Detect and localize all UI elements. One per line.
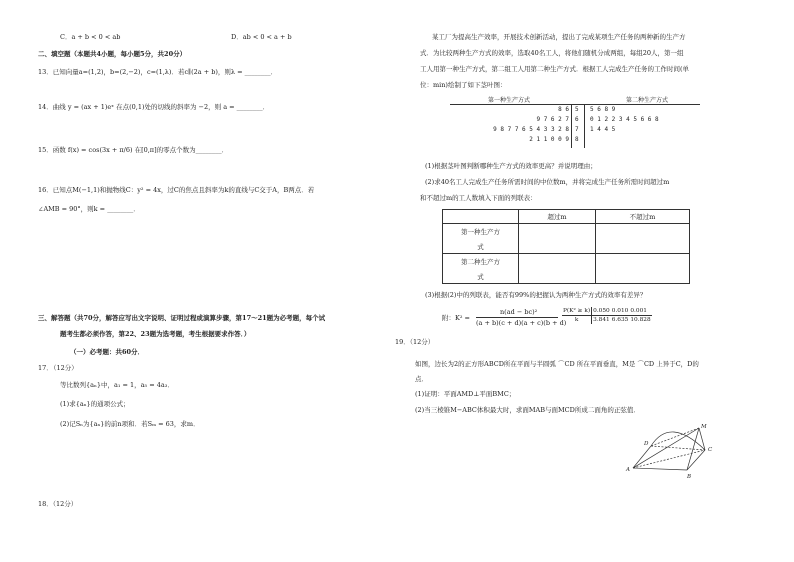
formula-numerator: n(ad − bc)² — [500, 308, 538, 316]
left-column — [38, 0, 390, 562]
formula-denominator: (a + b)(c + d)(a + c)(b + d) — [476, 319, 567, 327]
crit-label-k: k — [562, 316, 592, 325]
right-column — [395, 0, 780, 562]
label-a: A — [626, 467, 630, 473]
crit-k-3: 10.828 — [630, 317, 651, 323]
crit-k-1: 3.841 — [593, 317, 610, 323]
stem-leaf-right-title: 第二种生产方式 — [626, 97, 669, 104]
question-17-number: 17． — [38, 364, 53, 372]
section3-line2: 题考生都必须作答，第22、23题为选考题，考生根据要求作答．） — [60, 330, 251, 338]
question-18-header: 18．（12分） — [38, 500, 78, 508]
leaf-left-row-4: 2 1 1 0 0 9 — [529, 136, 569, 143]
required-header: （一）必考题：共60分． — [70, 348, 145, 356]
contingency-cell-r1c2 — [596, 224, 690, 254]
formula-fraction-bar — [476, 317, 558, 318]
question-16-line1: 16．已知点M(−1,1)和抛物线C：y² = 4x，过C的焦点且斜率为k的直线与C交于A，B两点．若 — [38, 186, 315, 194]
geometry-figure — [625, 420, 745, 482]
stem-leaf-left-title: 第一种生产方式 — [488, 97, 531, 104]
contingency-cell-r2c2 — [596, 254, 690, 284]
stem-leaf-plot — [450, 95, 740, 151]
q18-intro-line3: 工人用第一种生产方式，第二组工人用第二种生产方式．根据工人完成生产任务的工作时间(单 — [420, 65, 690, 73]
question-17-stem: 等比数列{aₙ}中，a₁ = 1，a₅ = 4a₃． — [60, 381, 174, 389]
question-16-line2: ∠AMB = 90°，则k = ________． — [38, 205, 140, 213]
label-m: M — [701, 424, 707, 430]
question-19-header: 19．（12分） — [395, 338, 435, 346]
stem-row-2: 6 — [575, 116, 579, 123]
contingency-row2-label — [443, 254, 519, 284]
crit-p-2: 0.010 — [611, 308, 629, 314]
contingency-cell-r1c1 — [519, 224, 596, 254]
question-19-line2: 点． — [415, 375, 428, 383]
question-13: 13．已知向量a=(1,2)，b=(2,−2)，c=(1,λ)．若c∥(2a + b)，则λ = ________． — [38, 68, 278, 76]
question-15: 15．函数 f(x) = cos(3x + π/6) 在[0,π]的零点个数为________． — [38, 146, 229, 154]
edge-dc — [651, 446, 705, 450]
leaf-left-row-2: 9 7 6 2 7 — [536, 116, 569, 123]
leaf-left-row-3: 9 8 7 7 6 5 4 3 3 2 8 — [493, 126, 569, 133]
stem-row-4: 8 — [575, 136, 579, 143]
label-d: D — [644, 441, 649, 447]
stem-row-1: 5 — [575, 106, 579, 113]
question-19-part2: (2)当三棱锥M−ABC体积最大时，求面MAB与面MCD所成二面角的正弦值． — [415, 406, 640, 414]
edge-ab — [633, 468, 687, 470]
stem-row-3: 7 — [575, 126, 579, 133]
question-17-score: （12分） — [50, 364, 78, 372]
contingency-row1-label — [443, 224, 519, 254]
leaf-right-row-2: 0 1 2 2 3 4 5 6 6 8 — [590, 116, 659, 123]
question-19-line1: 如图，边长为2的正方形ABCD所在平面与半圆弧 ⌒CD 所在平面垂直，M是 ⌒CD 上异于C，D的 — [415, 360, 699, 368]
stem-leaf-right-divider — [584, 104, 585, 148]
edge-ac — [633, 450, 705, 468]
q18-intro-line4: 位：min)绘制了如下茎叶图： — [420, 81, 507, 89]
q18-intro-line2: 式．为比较两种生产方式的效率，选取40名工人，将他们随机分成两组，每组20人，第一组 — [420, 49, 684, 57]
q18-part3: (3)根据(2)中的列联表，能否有99%的把握认为两种生产方式的效率有差异？ — [425, 291, 647, 299]
contingency-cell-r2c1 — [519, 254, 596, 284]
edge-ad — [633, 446, 651, 468]
label-b: B — [687, 474, 692, 480]
row2-label-a: 第二种生产方 — [461, 257, 500, 266]
contingency-header-not-over: 不超过m — [596, 210, 690, 224]
critical-value-table — [562, 307, 652, 324]
q18-part2-line2: 和不超过m的工人数填入下面的列联表： — [420, 194, 537, 202]
crit-label-p: P(K² ≥ k) — [563, 308, 591, 314]
q18-part2-line1: (2)求40名工人完成生产任务所需时间的中位数m，并将完成生产任务所需时间超过m — [425, 178, 670, 186]
section3-line1: 三、解答题（共70分，解答应写出文字说明、证明过程或演算步骤，第17～21题为必考题，每个试 — [38, 314, 326, 322]
section2-header: 二、填空题（本题共4小题，每小题5分，共20分） — [38, 50, 187, 58]
contingency-corner — [443, 210, 519, 224]
crit-p-1: 0.050 — [593, 308, 610, 314]
row2-label-b: 式 — [477, 272, 484, 281]
q18-part1: (1)根据茎叶图判断哪种生产方式的效率更高？并说明理由； — [425, 162, 597, 170]
q18-intro-line1: 某工厂为提高生产效率，开展技术创新活动，提出了完成某项生产任务的两种新的生产方 — [432, 33, 686, 41]
edge-mc — [699, 428, 705, 450]
question-14: 14．曲线 y = (ax + 1)eˣ 在点(0,1)处的切线的斜率为 −2，则 a = ________． — [38, 103, 270, 111]
question-17-part1: (1)求{aₙ}的通项公式； — [60, 400, 130, 408]
option-c: C．a + b < 0 < ab — [60, 33, 121, 41]
row1-label-b: 式 — [477, 242, 484, 251]
row1-label-a: 第一种生产方 — [461, 227, 500, 236]
stem-leaf-left-divider — [571, 104, 572, 148]
leaf-right-row-1: 5 6 8 9 — [590, 106, 616, 113]
formula-prefix: 附：K² = — [442, 314, 470, 322]
question-17-part2: (2)记Sₙ为{aₙ}的前n项和．若Sₘ = 63，求m． — [60, 420, 200, 428]
contingency-table — [442, 209, 690, 284]
leaf-right-row-3: 1 4 4 5 — [590, 126, 616, 133]
leaf-left-row-1: 8 6 — [558, 106, 569, 113]
label-c: C — [708, 447, 713, 453]
crit-k-2: 6.635 — [611, 317, 629, 323]
question-19-part1: (1)证明：平面AMD⊥平面BMC； — [415, 390, 516, 398]
crit-p-3: 0.001 — [629, 307, 651, 316]
contingency-header-over: 超过m — [519, 210, 596, 224]
option-d: D．ab < 0 < a + b — [231, 33, 292, 41]
